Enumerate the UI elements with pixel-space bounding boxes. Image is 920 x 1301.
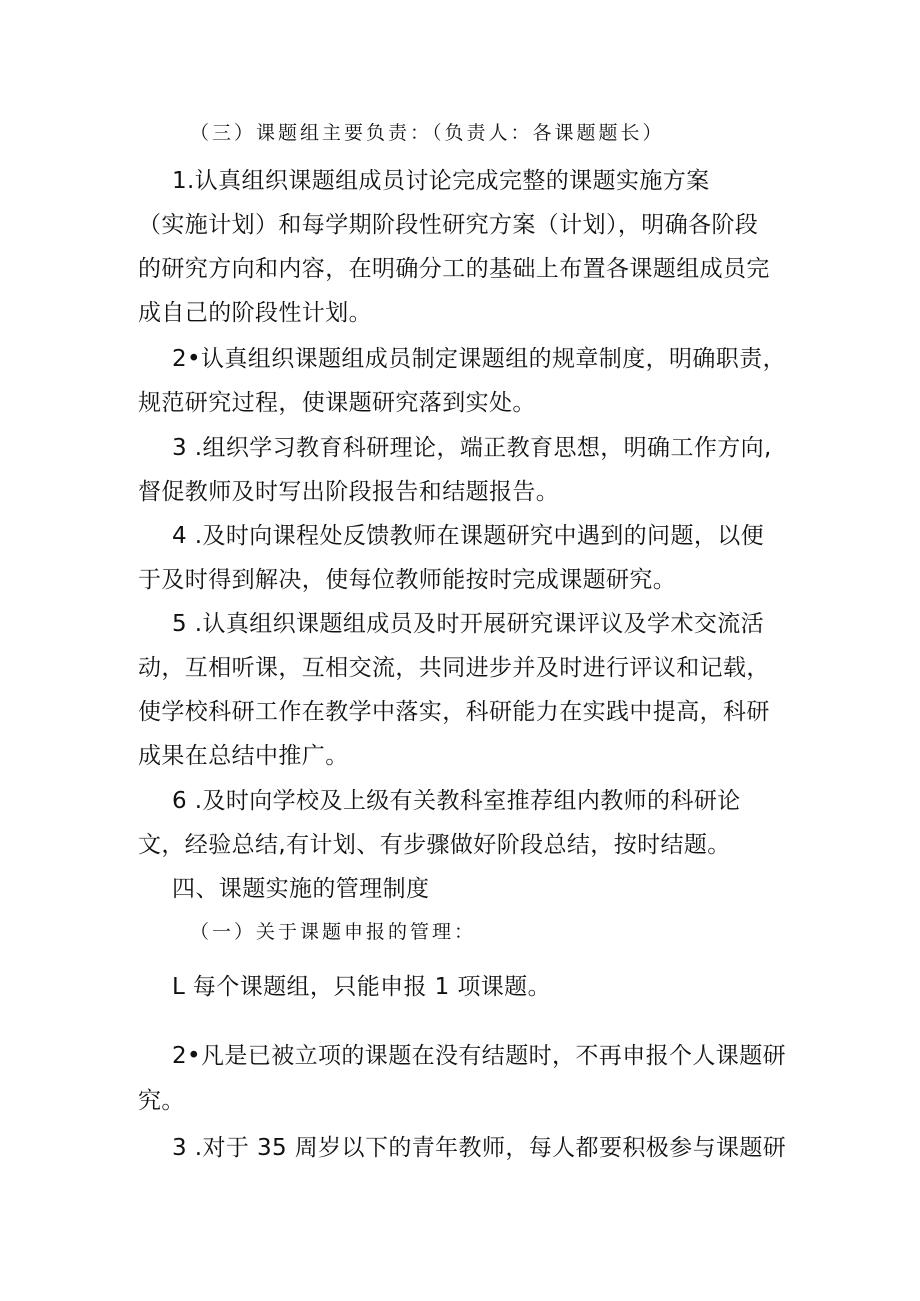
section-4-heading: 四、课题实施的管理制度 xyxy=(172,876,430,902)
paragraph-5-line-3: 使学校科研工作在教学中落实，科研能力在实践中提高，科研 xyxy=(138,699,770,725)
paragraph-3-line-1: 3 .组织学习教育科研理论，端正教育思想，明确工作方向, xyxy=(172,435,772,461)
paragraph-1-line-1: 1.认真组织课题组成员讨论完成完整的课题实施方案 xyxy=(172,168,710,194)
paragraph-5-line-2: 动，互相听课，互相交流，共同进步并及时进行评议和记载， xyxy=(138,655,770,681)
paragraph-4-line-1: 4 .及时向课程处反馈教师在课题研究中遇到的问题，以便 xyxy=(172,523,765,549)
paragraph-1-line-3: 的研究方向和内容，在明确分工的基础上布置各课题组成员完 xyxy=(138,256,770,282)
paragraph-1-line-2: （实施计划）和每学期阶段性研究方案（计划），明确各阶段 xyxy=(138,212,759,238)
paragraph-3-line-2: 督促教师及时写出阶段报告和结题报告。 xyxy=(138,479,560,505)
paragraph-6-line-1: 6 .及时向学校及上级有关教科室推荐组内教师的科研论 xyxy=(172,788,741,814)
rule-item-2-line-2: 究。 xyxy=(138,1088,185,1114)
paragraph-5-line-4: 成果在总结中推广。 xyxy=(138,743,349,769)
paragraph-6-line-2: 文，经验总结,有计划、有步骤做好阶段总结，按时结题。 xyxy=(138,832,731,858)
rule-item-1: L 每个课题组，只能申报 1 项课题。 xyxy=(172,974,551,1000)
paragraph-2-line-2: 规范研究过程，使课题研究落到实处。 xyxy=(138,390,536,416)
paragraph-1-line-4: 成自己的阶段性计划。 xyxy=(138,300,372,326)
paragraph-2-line-1: 2•认真组织课题组成员制定课题组的规章制度，明确职责， xyxy=(172,346,786,372)
paragraph-5-line-1: 5 .认真组织课题组成员及时开展研究课评议及学术交流活 xyxy=(172,611,765,637)
rule-item-2-line-1: 2•凡是已被立项的课题在没有结题时，不再申报个人课题研 xyxy=(172,1043,786,1069)
rule-item-3-line-1: 3 .对于 35 周岁以下的青年教师，每人都要积极参与课题研 xyxy=(172,1135,787,1161)
section-3-heading: （三）课题组主要负责：（负责人：各课题题长） xyxy=(190,122,665,144)
subsection-1-heading: （一）关于课题申报的管理： xyxy=(190,921,477,943)
paragraph-4-line-2: 于及时得到解决，使每位教师能按时完成课题研究。 xyxy=(138,567,677,593)
